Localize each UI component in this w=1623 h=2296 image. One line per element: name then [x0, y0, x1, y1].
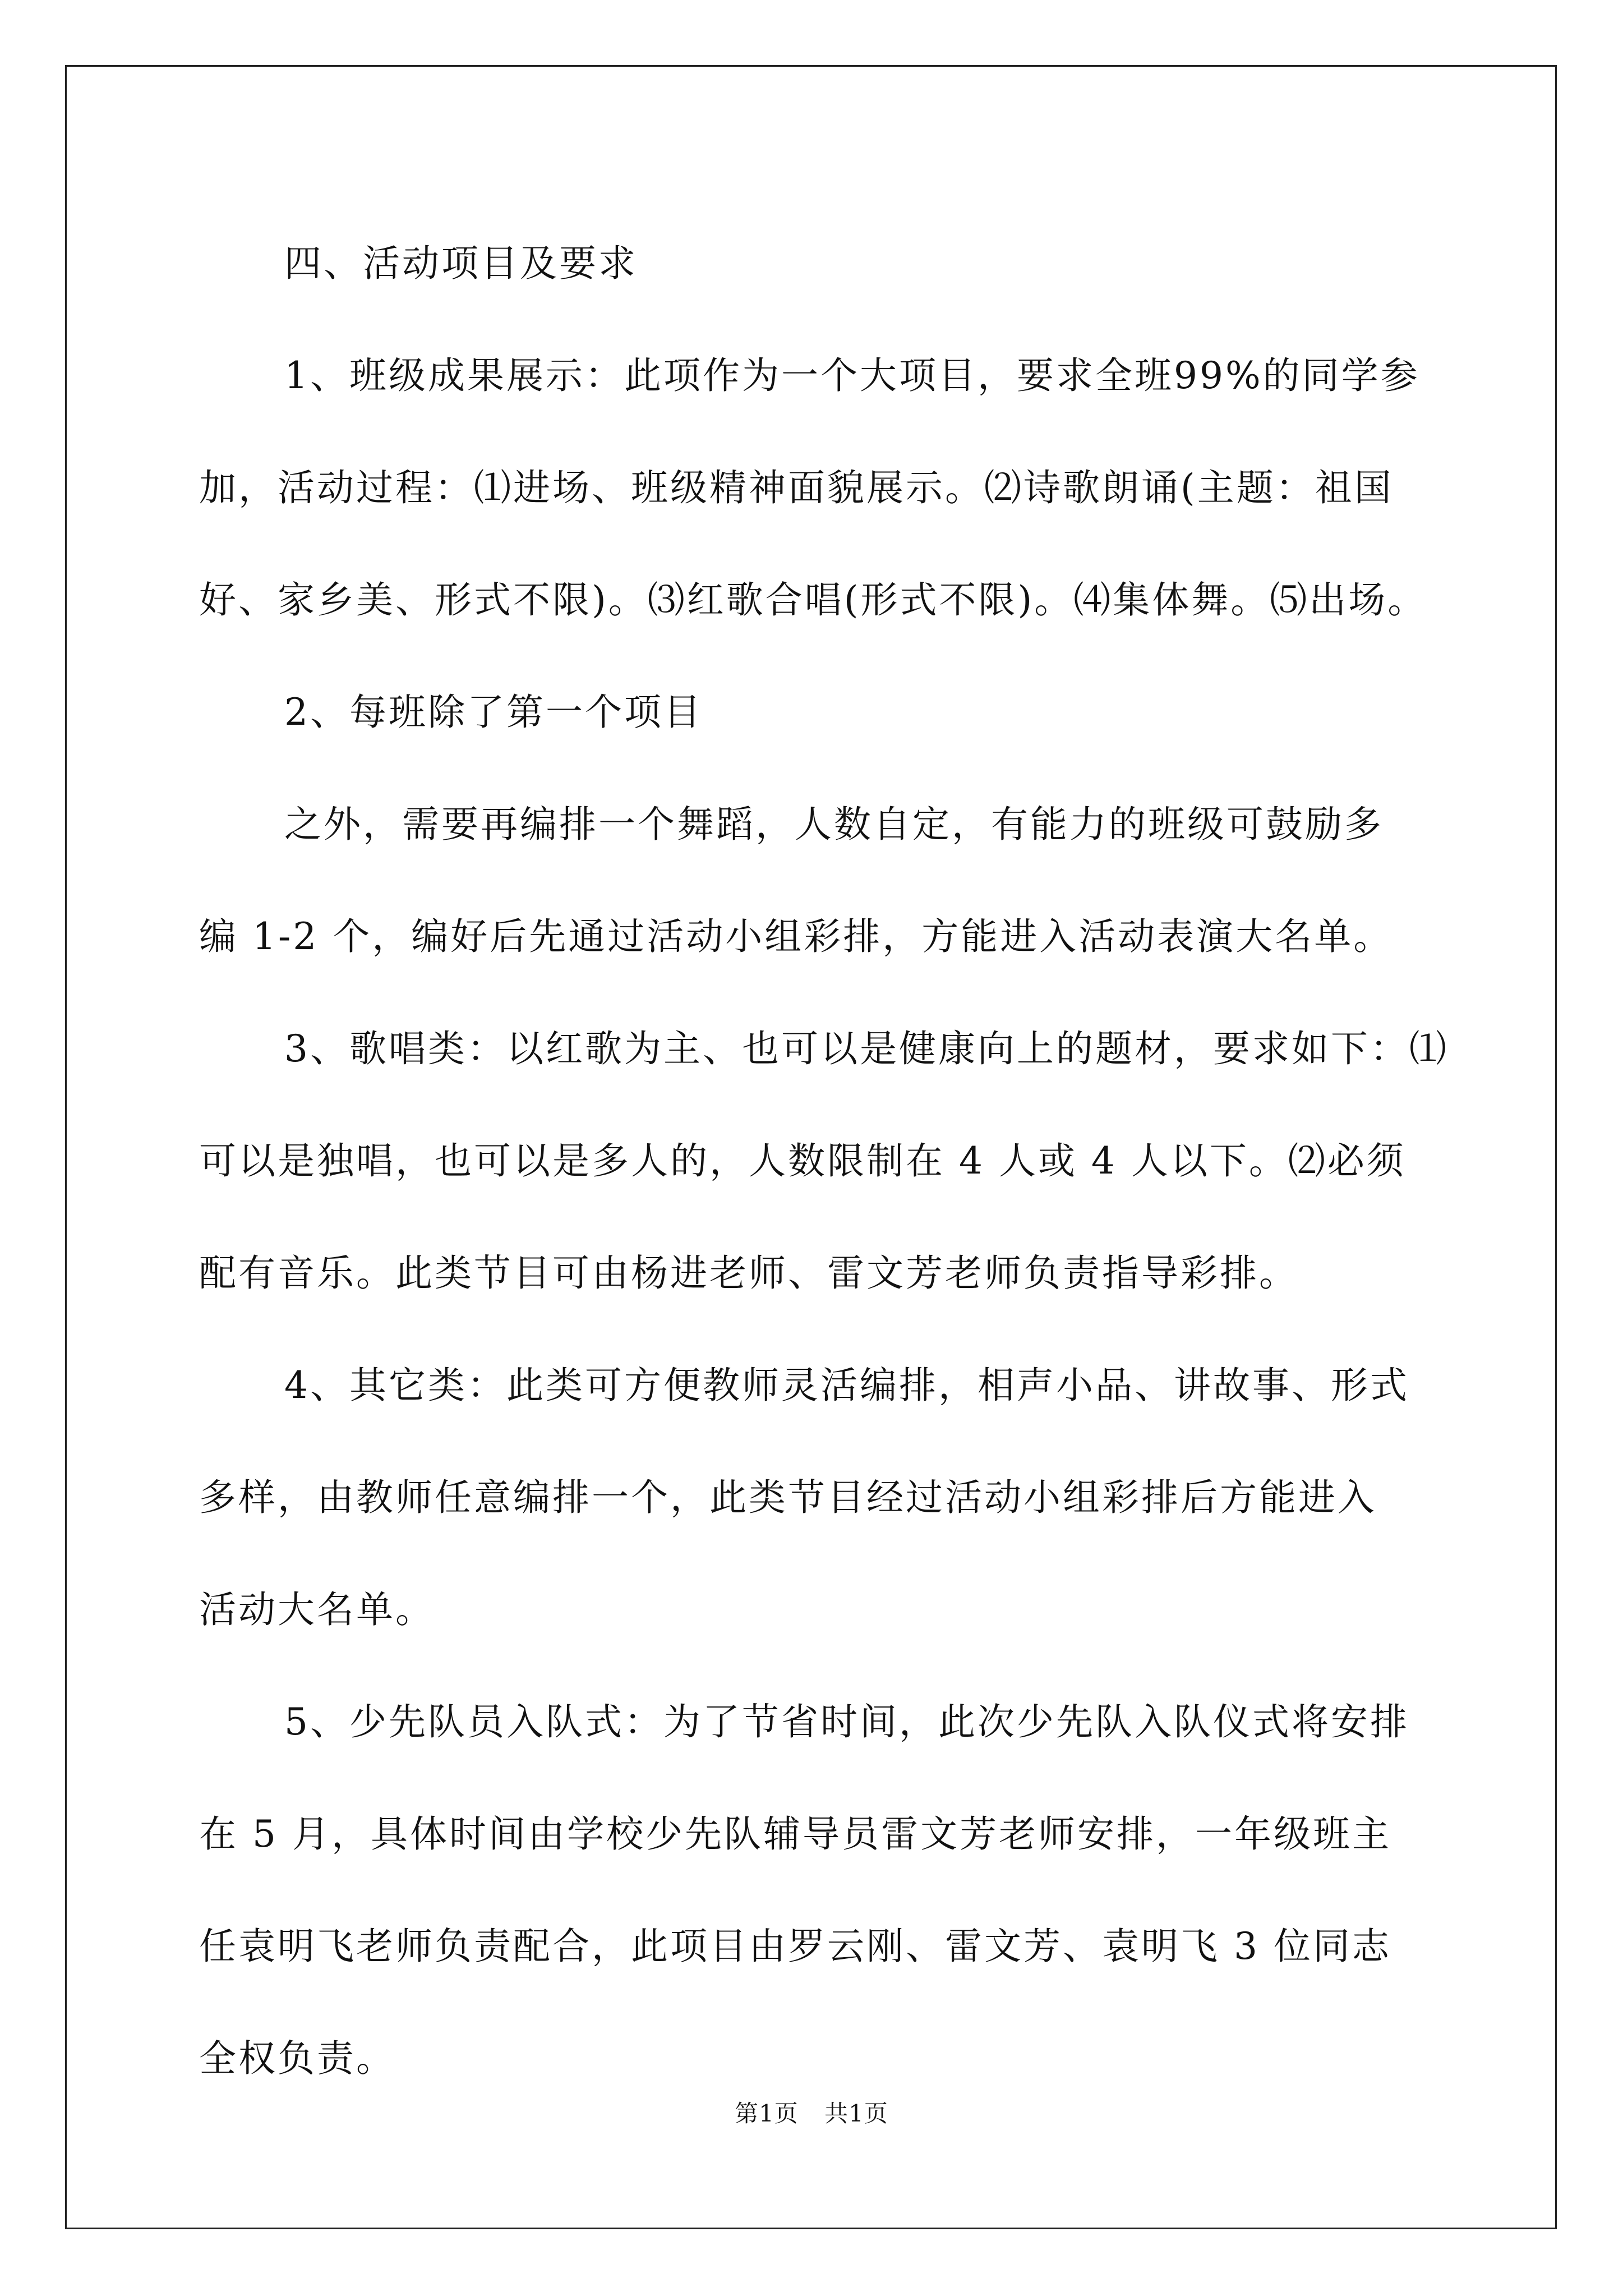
- paragraph-line: 编 1-2 个，编好后先通过活动小组彩排，方能进入活动表演大名单。: [199, 915, 1393, 958]
- page-number-total: 共1页: [824, 2100, 888, 2127]
- page-number-current: 第1页: [735, 2100, 799, 2127]
- paragraph-line: 1、班级成果展示：此项作为一个大项目，要求全班99%的同学参: [284, 354, 1420, 397]
- document-body: [199, 208, 1449, 2115]
- paragraph-line: 可以是独唱，也可以是多人的，人数限制在 4 人或 4 人以下。⑵必须: [199, 1139, 1406, 1182]
- paragraph-line: 加，活动过程：⑴进场、班级精神面貌展示。⑵诗歌朗诵(主题：祖国: [199, 466, 1394, 509]
- paragraph-line: 全权负责。: [199, 2037, 395, 2080]
- paragraph-line: 3、歌唱类：以红歌为主、也可以是健康向上的题材，要求如下：⑴: [284, 1027, 1449, 1070]
- paragraph-line: 之外，需要再编排一个舞蹈，人数自定，有能力的班级可鼓励多: [284, 803, 1384, 846]
- paragraph-line: 配有音乐。此类节目可由杨进老师、雷文芳老师负责指导彩排。: [199, 1251, 1298, 1295]
- paragraph-line: 任袁明飞老师负责配合，此项目由罗云刚、雷文芳、袁明飞 3 位同志: [199, 1925, 1391, 1968]
- paragraph-line: 在 5 月，具体时间由学校少先队辅导员雷文芳老师安排，一年级班主: [199, 1812, 1391, 1856]
- section-heading: 四、活动项目及要求: [284, 242, 638, 285]
- paragraph-line: 活动大名单。: [199, 1588, 435, 1631]
- paragraph-line: 4、其它类：此类可方便教师灵活编排，相声小品、讲故事、形式: [284, 1364, 1409, 1407]
- paragraph-line: 好、家乡美、形式不限)。⑶红歌合唱(形式不限)。⑷集体舞。⑸出场。: [199, 578, 1427, 622]
- page-footer: [0, 2095, 1623, 2129]
- paragraph-line: 5、少先队员入队式：为了节省时间，此次少先队入队仪式将安排: [284, 1700, 1409, 1743]
- paragraph-line: 2、每班除了第一个项目: [284, 691, 703, 734]
- paragraph-line: 多样，由教师任意编排一个，此类节目经过活动小组彩排后方能进入: [199, 1476, 1377, 1519]
